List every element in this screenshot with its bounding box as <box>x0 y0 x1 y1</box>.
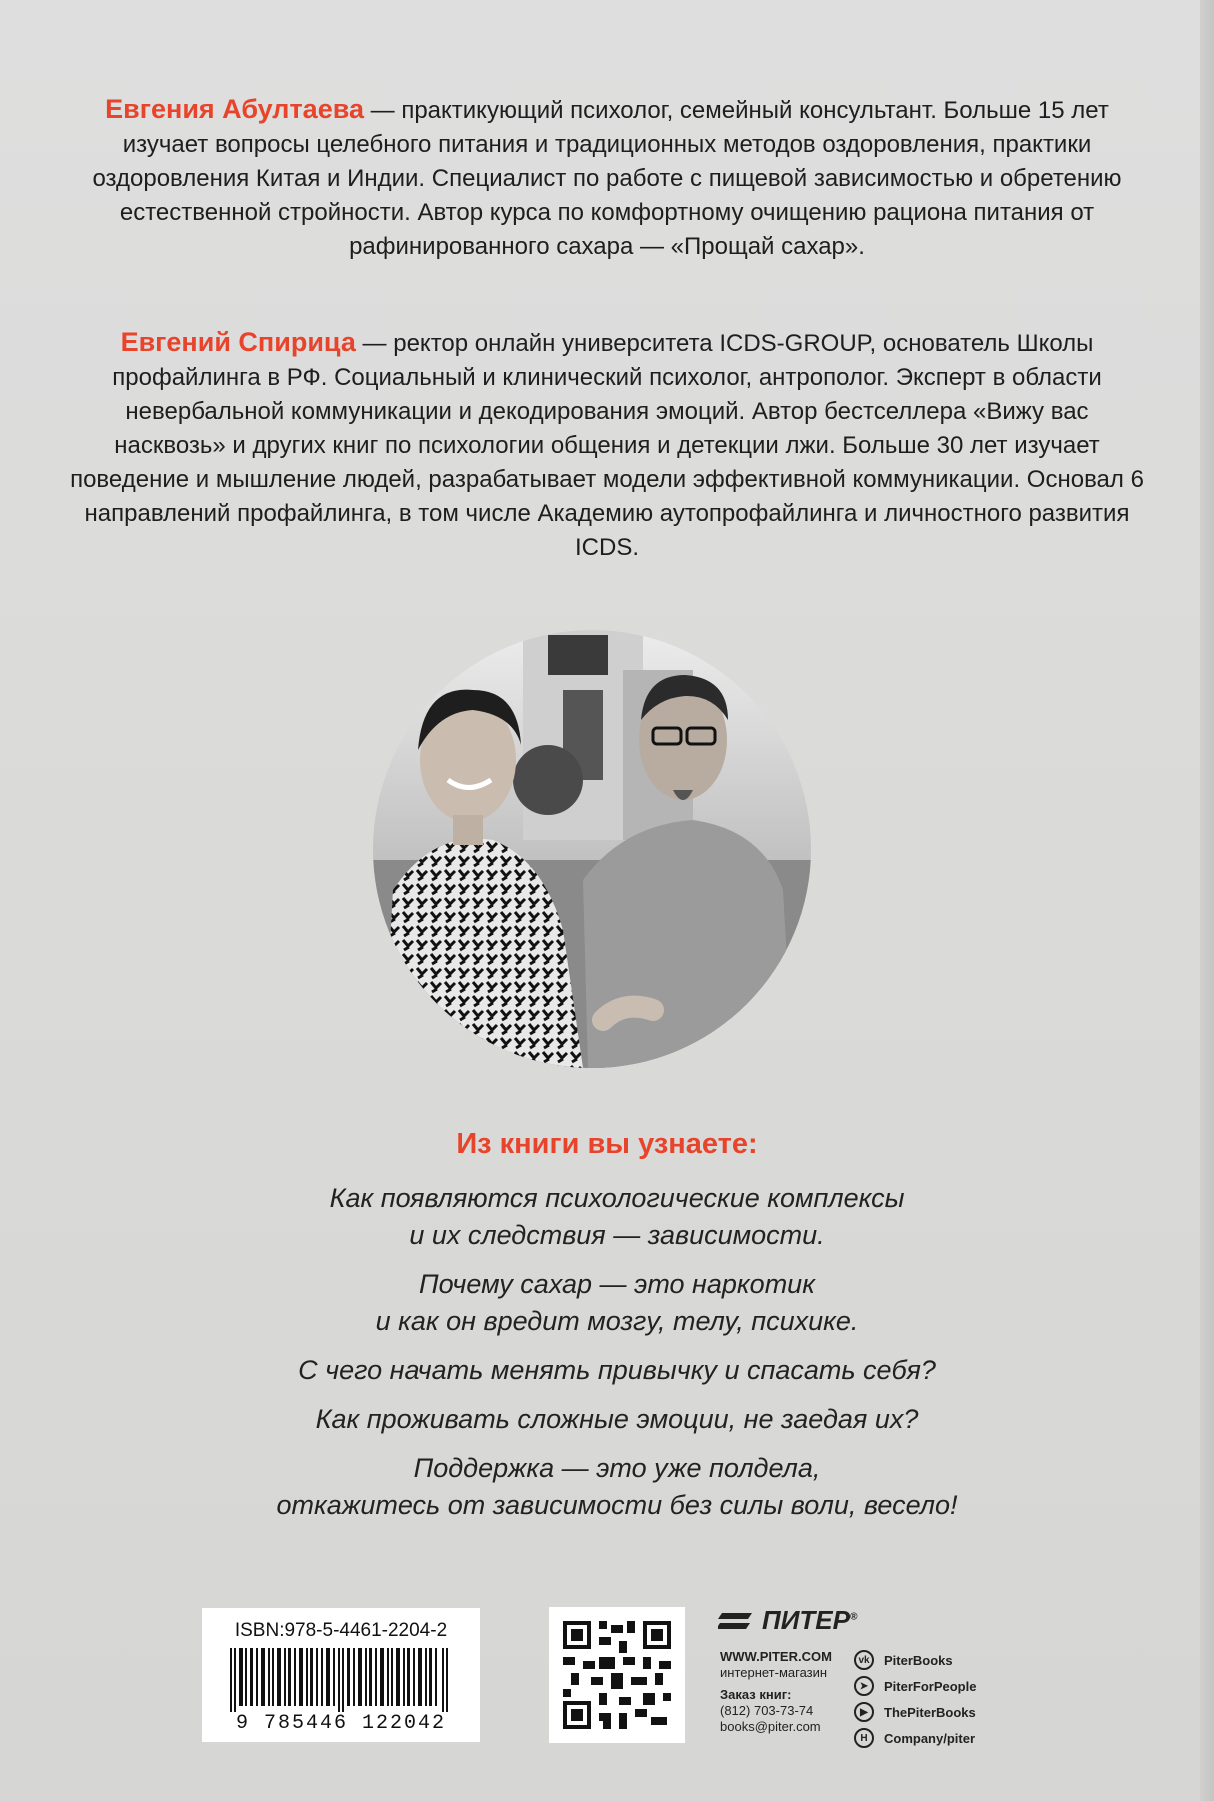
barcode-digits: 9 785446 122042 <box>235 1712 447 1735</box>
site-caption: интернет-магазин <box>720 1665 828 1680</box>
social-links <box>854 1647 976 1751</box>
learn-item: С чего начать менять привычку и спасать себя? <box>298 1355 936 1385</box>
publisher-logo[interactable] <box>718 1605 857 1636</box>
social-link-habr[interactable]: H Company/piter <box>854 1725 976 1751</box>
author-description: — ректор онлайн университета ICDS-GROUP, основатель Школы профайлинга в РФ. Социальный и клинический психолог, антрополог. Эксперт в области невербальной коммуникации и декодирования эмоций. Автор бестселлера «Вижу вас насквозь» и других книг по психологии общения и детекции лжи. Больше 30 лет изучает поведение и мышление людей, разрабатывает модели эффективной коммуникации. Основал 6 направлений профайлинга, в том числе Академию аутопрофайлинга и личностного развития ICDS. <box>70 330 1144 561</box>
barcode-icon <box>230 1648 452 1712</box>
author-name: Евгения Абултаева <box>105 94 364 124</box>
learn-item: Как появляются психологические комплексы и их следствия — зависимости. <box>329 1183 905 1250</box>
registered-mark: ® <box>849 1611 858 1623</box>
author-description: — практикующий психолог, семейный консультант. Больше 15 лет изучает вопросы целебного питания и традиционных методов оздоровления, практики оздоровления Китая и Индии. Специалист по работе с пищевой зависимостью и обретению естественной стройности. Автор курса по комфортному очищению рациона питания от рафинированного сахара — «Прощай сахар». <box>92 97 1122 260</box>
learn-item: Поддержка — это уже полдела, откажитесь от зависимости без силы воли, весело! <box>276 1453 958 1520</box>
learn-heading: Из книги вы узнаете: <box>456 1128 758 1160</box>
publisher-contacts <box>720 1649 832 1735</box>
cover-edge <box>1200 0 1214 1801</box>
qr-code[interactable] <box>549 1607 685 1743</box>
phone-number[interactable]: (812) 703-73-74 <box>720 1703 814 1718</box>
author-bio-spiritsa <box>70 325 1144 565</box>
telegram-icon: ➤ <box>854 1676 874 1696</box>
vk-icon: vk <box>854 1650 874 1670</box>
isbn-barcode-box <box>202 1608 480 1742</box>
habr-icon: H <box>854 1728 874 1748</box>
order-label: Заказ книг: <box>720 1687 792 1702</box>
youtube-icon: ▶ <box>854 1702 874 1722</box>
social-link-youtube[interactable]: ▶ ThePiterBooks <box>854 1699 976 1725</box>
qr-code-icon <box>563 1621 671 1729</box>
learn-item: Почему сахар — это наркотик и как он вредит мозгу, телу, психике. <box>375 1269 859 1336</box>
social-link-telegram[interactable]: ➤ PiterForPeople <box>854 1673 976 1699</box>
author-bio-abultaeva <box>70 92 1144 264</box>
learn-list <box>120 1180 1114 1536</box>
publisher-name: ПИТЕР <box>762 1605 850 1635</box>
isbn-label: ISBN:978-5-4461-2204-2 <box>234 1620 448 1641</box>
email-link[interactable]: books@piter.com <box>720 1719 821 1734</box>
authors-photo <box>373 630 811 1068</box>
publisher-block <box>718 1605 978 1755</box>
site-link[interactable]: WWW.PITER.COM <box>720 1649 832 1664</box>
social-link-vk[interactable]: vk PiterBooks <box>854 1647 976 1673</box>
piter-logo-icon <box>718 1609 756 1633</box>
author-name: Евгений Спирица <box>120 327 356 357</box>
learn-item: Как проживать сложные эмоции, не заедая их? <box>315 1404 919 1434</box>
